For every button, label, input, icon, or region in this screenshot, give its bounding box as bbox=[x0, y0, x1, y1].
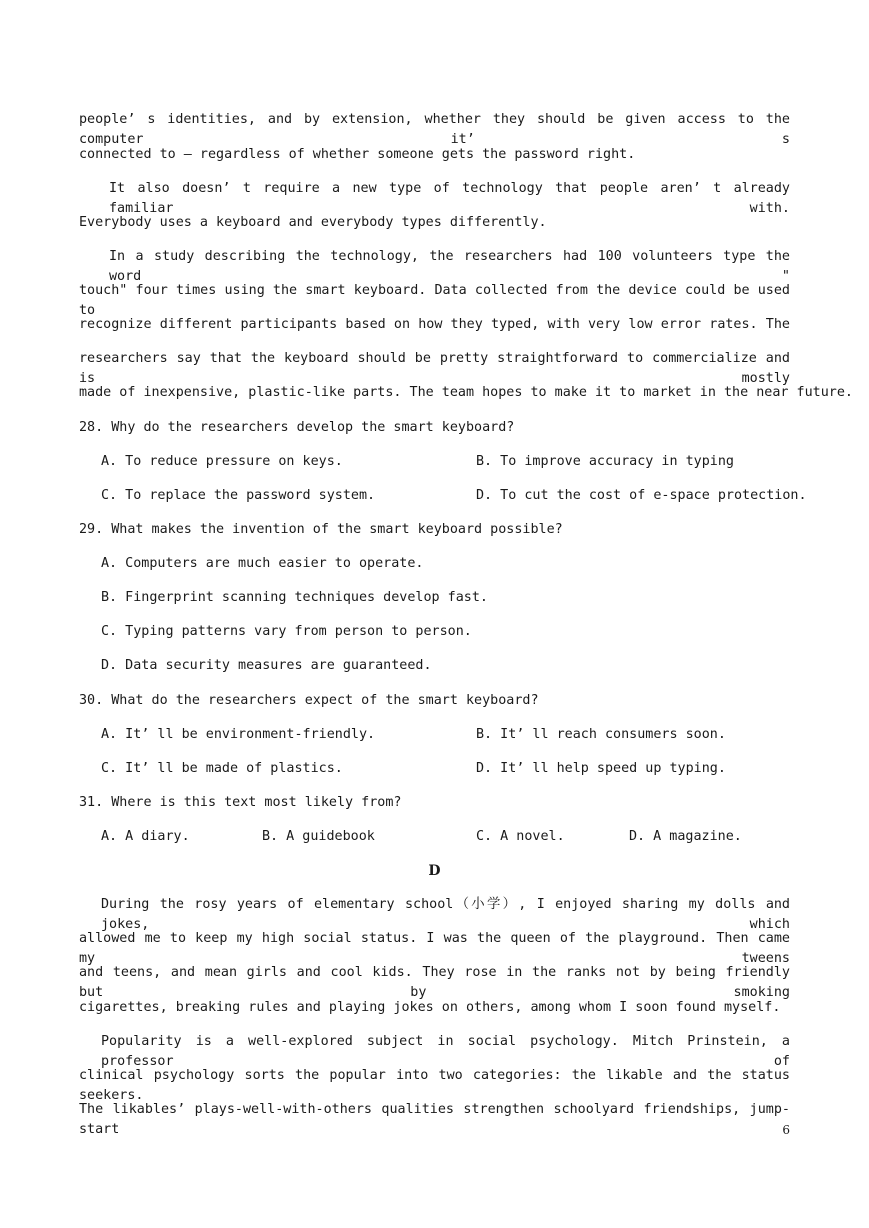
passage-line: made of inexpensive, plastic-like parts. The team hopes to make it to market in the near future. bbox=[79, 385, 853, 400]
option-d: D. To cut the cost of e-space protection. bbox=[476, 488, 807, 503]
option-b: B. It’ ll reach consumers soon. bbox=[476, 727, 726, 742]
option-d: D. Data security measures are guaranteed. bbox=[101, 658, 432, 673]
passage-line: people’ s identities, and by extension, whether they should be given access to the computer it’ s bbox=[79, 112, 790, 147]
passage-line: Popularity is a well-explored subject in social psychology. Mitch Prinstein, a professor of bbox=[101, 1034, 790, 1069]
option-c: C. To replace the password system. bbox=[101, 488, 376, 503]
passage-line: clinical psychology sorts the popular into two categories: the likable and the status seekers. bbox=[79, 1068, 790, 1103]
question-stem: 30. What do the researchers expect of the smart keyboard? bbox=[79, 693, 539, 708]
passage-line: and teens, and mean girls and cool kids. They rose in the ranks not by being friendly but by smoking bbox=[79, 965, 790, 1000]
option-a: A. Computers are much easier to operate. bbox=[101, 556, 424, 571]
question-stem: 31. Where is this text most likely from? bbox=[79, 795, 402, 810]
question-stem: 29. What makes the invention of the smart keyboard possible? bbox=[79, 522, 563, 537]
passage-line: The likables’ plays-well-with-others qualities strengthen schoolyard friendships, jump-start bbox=[79, 1102, 790, 1137]
option-c: C. It’ ll be made of plastics. bbox=[101, 761, 343, 776]
passage-line: touch" four times using the smart keyboard. Data collected from the device could be used to bbox=[79, 283, 790, 318]
passage-line: In a study describing the technology, the researchers had 100 volunteers type the word " bbox=[109, 249, 790, 284]
option-d: D. It’ ll help speed up typing. bbox=[476, 761, 726, 776]
passage-line: researchers say that the keyboard should be pretty straightforward to commercialize and is mostly bbox=[79, 351, 790, 386]
passage-line: connected to — regardless of whether someone gets the password right. bbox=[79, 147, 636, 162]
passage-line: Everybody uses a keyboard and everybody types differently. bbox=[79, 215, 547, 230]
page-number: 6 bbox=[782, 1123, 790, 1137]
option-c: C. A novel. bbox=[476, 829, 565, 844]
option-d: D. A magazine. bbox=[629, 829, 742, 844]
passage-line: recognize different participants based on how they typed, with very low error rates. The bbox=[79, 317, 790, 332]
passage-line: During the rosy years of elementary school（小学）, I enjoyed sharing my dolls and jokes, which bbox=[101, 897, 790, 932]
passage-line: cigarettes, breaking rules and playing jokes on others, among whom I soon found myself. bbox=[79, 1000, 781, 1015]
option-b: B. To improve accuracy in typing bbox=[476, 454, 734, 469]
option-b: B. Fingerprint scanning techniques develop fast. bbox=[101, 590, 488, 605]
option-a: A. A diary. bbox=[101, 829, 190, 844]
option-b: B. A guidebook bbox=[262, 829, 375, 844]
option-a: A. It’ ll be environment-friendly. bbox=[101, 727, 376, 742]
option-c: C. Typing patterns vary from person to person. bbox=[101, 624, 472, 639]
section-heading: D bbox=[428, 863, 441, 879]
passage-line: It also doesn’ t require a new type of technology that people aren’ t already familiar with. bbox=[109, 181, 790, 216]
option-a: A. To reduce pressure on keys. bbox=[101, 454, 343, 469]
passage-line: allowed me to keep my high social status. I was the queen of the playground. Then came my tweens bbox=[79, 931, 790, 966]
question-stem: 28. Why do the researchers develop the smart keyboard? bbox=[79, 420, 515, 435]
